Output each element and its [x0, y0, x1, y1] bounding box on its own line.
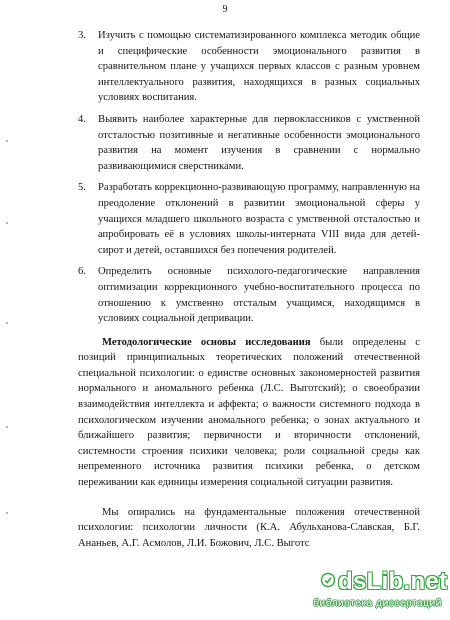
dslib-logo-icon — [320, 572, 336, 588]
list-item-text: Разработать коррекционно-развивающую программу, направленную на преодоление отклонений в развитии эмоциональной сферы у учащихся младшего школьного возраста с умственной отсталостью и апробировать её в условиях школы-интерната VIII вида для детей-сирот и детей, оставшихся без попечения родителей. — [98, 182, 420, 256]
page-number: 9 — [222, 4, 228, 15]
list-item-text: Изучить с помощью систематизированного комплекса методик общие и специфические особенности эмоционального развития в сравнительном плане у учащихся первых классов с разным уровнем интеллектуального развития, находящихся в разных социальных условиях воспитания. — [98, 30, 420, 104]
list-item-number: 4. — [78, 113, 86, 125]
list-item — [78, 28, 420, 106]
document-body — [78, 28, 420, 551]
list-item-number: 5. — [78, 182, 86, 194]
list-item-text: Определить основные психолого-педагогические направления оптимизации коррекционного учебно-воспитательного процесса по отношению к умственно отсталым учащимся, находящимся в условиях социальной депривации. — [98, 266, 420, 325]
list-item — [78, 264, 420, 326]
dslib-subtitle: библиотека диссертаций — [313, 598, 442, 609]
list-item-number: 3. — [78, 30, 86, 41]
dslib-watermark — [292, 568, 448, 616]
foundations-paragraph: Мы опирались на фундаментальные положения отечественной психологии: психологии личности (К.А. Абульханова-Славская, Б.Г. Ананьев, А.Г. Асмолов, Л.И. Божович, Л.С. Выготс — [78, 506, 420, 549]
methodology-text: были определены с позиций принципиальных теоретических положений отечественной специальной психологии: о единстве основных закономерностей развития нормального и аномального ребенка (Л.С. Выготский); о своеобразии взаимодействия интеллекта и аффекта; о важности системного подхода в психологическом изучении аномального ребенка; о зонах актуального и ближайшего развития; первичности и вторичности отклонений, системности строения психики человека; роли социальной среды как непременного источника развития психики ребенка, о детском переживании как единицы измерения социальной ситуации развития. — [78, 336, 420, 489]
list-item — [78, 112, 420, 174]
list-item-text: Выявить наиболее характерные для первоклассников с умственной отсталостью позитивные и негативные особенности эмоционального развития на момент изучения в сравнении с нормально развивающимися сверстниками. — [98, 113, 420, 172]
list-item-number: 6. — [78, 266, 86, 278]
dslib-logo-text: dsLib.net — [338, 568, 448, 595]
scan-margin-marks — [6, 0, 12, 620]
list-item — [78, 180, 420, 258]
methodology-heading: Методологические основы исследования — [102, 336, 311, 348]
methodology-paragraph — [78, 335, 420, 491]
